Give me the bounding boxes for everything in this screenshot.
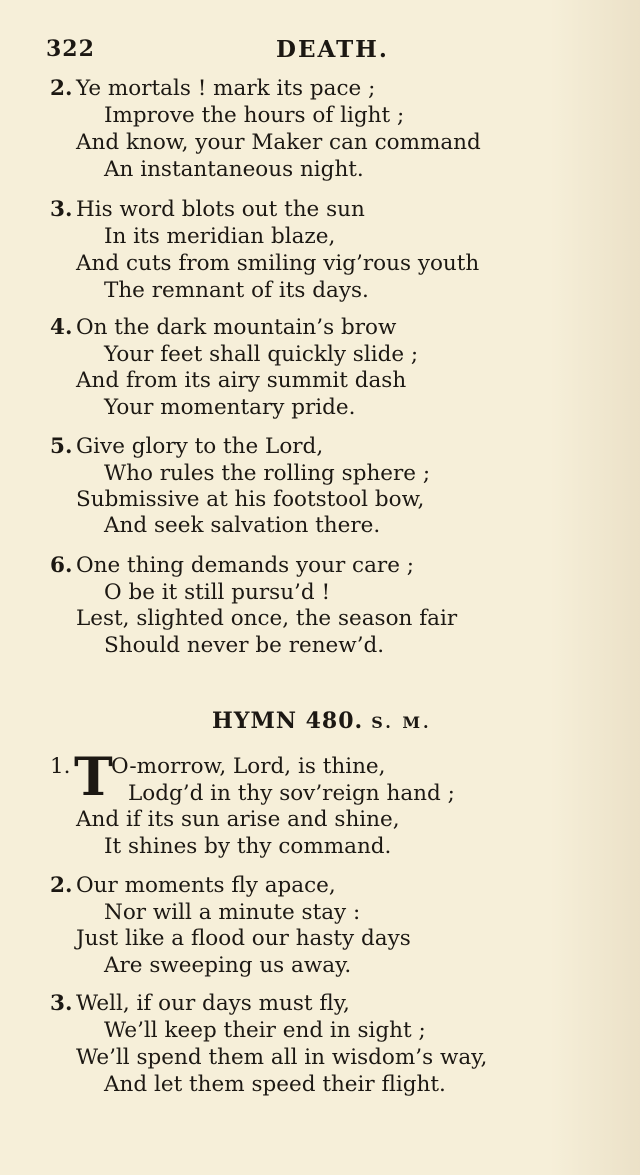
- verse-line: An instantaneous night.: [104, 157, 364, 182]
- drop-cap: T: [74, 747, 113, 808]
- verse-line: And let them speed their flight.: [104, 1072, 446, 1097]
- stanza-first-line: [50, 76, 375, 102]
- verse-number: 6.: [50, 553, 73, 578]
- verse-line: And know, your Maker can command: [76, 130, 481, 155]
- stanza-first-line: [50, 434, 323, 460]
- verse-line: Are sweeping us away.: [104, 953, 352, 978]
- verse-line: In its meridian blaze,: [104, 224, 336, 249]
- verse-number: 3.: [50, 991, 73, 1016]
- verse-line: O be it still pursu’d !: [104, 580, 331, 605]
- verse-line: And if its sun arise and shine,: [76, 807, 400, 832]
- page-edge-shading: [550, 0, 640, 1175]
- verse-line: Improve the hours of light ;: [104, 103, 405, 128]
- verse-line: Lodg’d in thy sov’reign hand ;: [128, 781, 455, 806]
- hymn-meter: S. M.: [371, 713, 432, 732]
- stanza-first-line: [50, 315, 396, 341]
- verse-line: Our moments fly apace,: [76, 873, 336, 898]
- stanza-first-line: [50, 991, 350, 1017]
- verse-line: We’ll keep their end in sight ;: [104, 1018, 426, 1043]
- verse-line: And seek salvation there.: [104, 513, 381, 538]
- stanza-first-line: [50, 553, 414, 579]
- verse-line: Just like a flood our hasty days: [76, 926, 411, 951]
- verse-line: Should never be renew’d.: [104, 633, 385, 658]
- verse-line: One thing demands your care ;: [76, 553, 414, 578]
- verse-line: Lest, slighted once, the season fair: [76, 606, 458, 631]
- verse-line: Nor will a minute stay :: [104, 900, 361, 925]
- stanza-first-line: [50, 873, 336, 899]
- hymn-heading: [212, 708, 432, 734]
- verse-line: And cuts from smiling vig’rous youth: [76, 251, 480, 276]
- verse-line: Your momentary pride.: [104, 395, 356, 420]
- verse-line: And from its airy summit dash: [76, 368, 407, 393]
- verse-number: 2.: [50, 873, 73, 898]
- verse-line: The remnant of its days.: [104, 278, 369, 303]
- verse-line: On the dark mountain’s brow: [76, 315, 397, 340]
- verse-number: 4.: [50, 315, 73, 340]
- page-number: 322: [46, 36, 95, 62]
- verse-number: 2.: [50, 76, 73, 101]
- verse-number: 1.: [50, 754, 71, 779]
- verse-line: We’ll spend them all in wisdom’s way,: [76, 1045, 488, 1070]
- verse-line: It shines by thy command.: [104, 834, 392, 859]
- verse-line: Who rules the rolling sphere ;: [104, 461, 431, 486]
- page-header: [46, 36, 586, 68]
- verse-line: Submissive at his footstool bow,: [76, 487, 425, 512]
- verse-line: O-morrow, Lord, is thine,: [111, 754, 386, 779]
- hymn-title: HYMN 480.: [212, 708, 364, 734]
- running-title: DEATH.: [276, 36, 389, 63]
- stanza-first-line: [50, 197, 365, 223]
- verse-number: 3.: [50, 197, 73, 222]
- verse-line: Give glory to the Lord,: [76, 434, 324, 459]
- verse-number: 5.: [50, 434, 73, 459]
- verse-line: Ye mortals ! mark its pace ;: [76, 76, 376, 101]
- verse-line: Well, if our days must fly,: [76, 991, 350, 1016]
- verse-line: His word blots out the sun: [76, 197, 365, 222]
- verse-line: Your feet shall quickly slide ;: [104, 342, 419, 367]
